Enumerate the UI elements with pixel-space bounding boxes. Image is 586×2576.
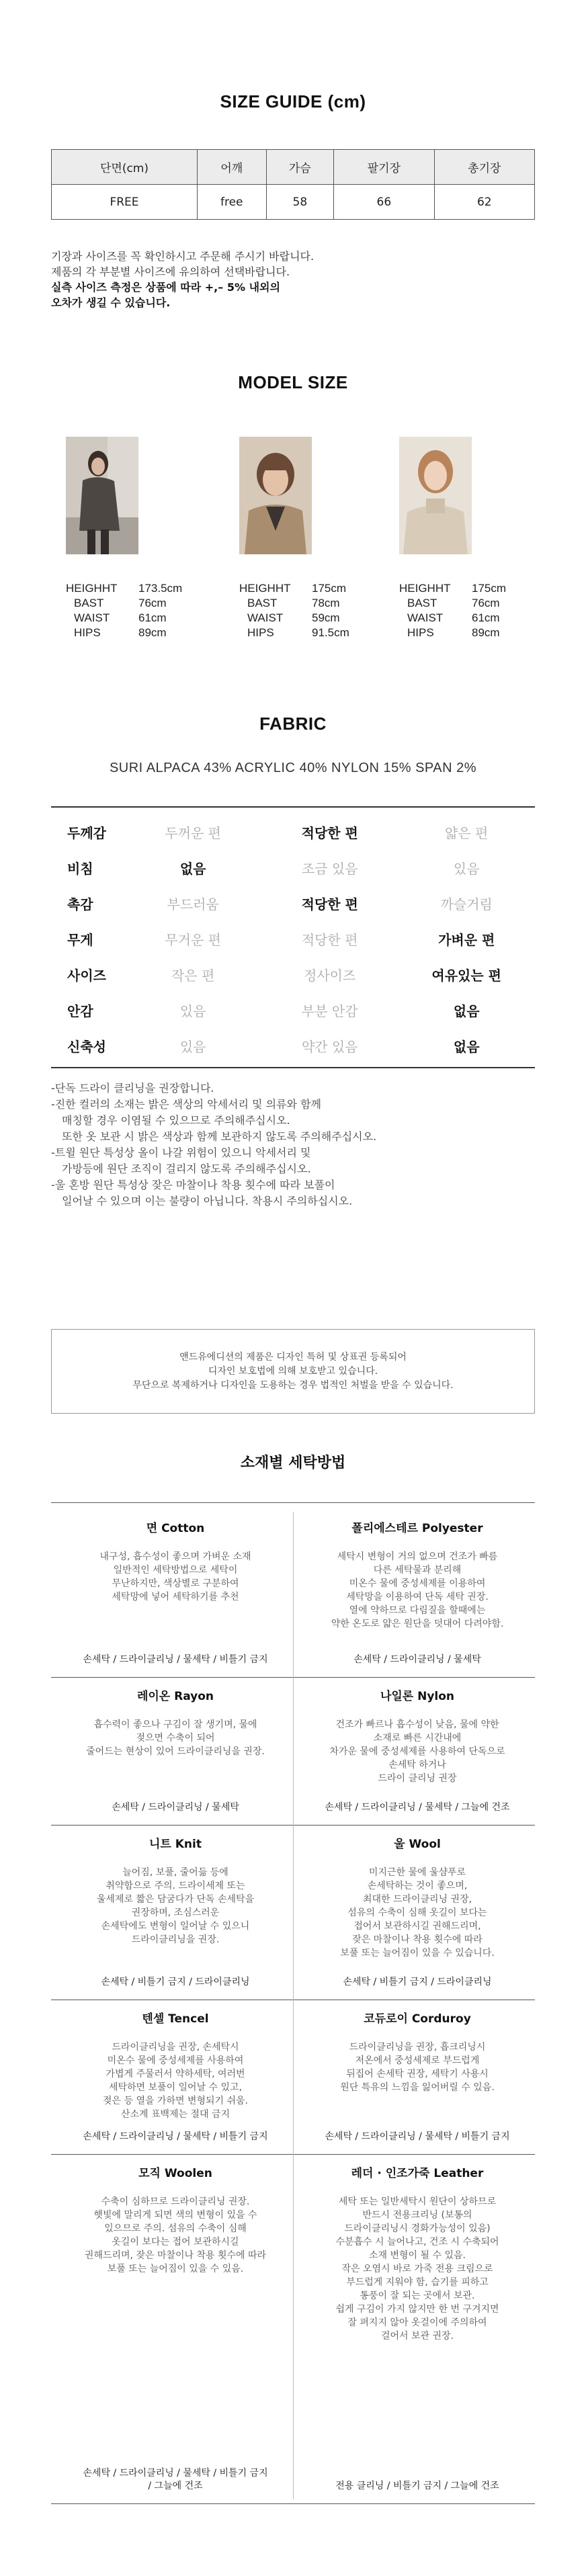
wash-card-desc (300, 1866, 535, 1960)
fabric-option: 정사이즈 (304, 967, 356, 984)
stat-value: 61cm (472, 611, 500, 624)
fabric-option: 있음 (453, 860, 480, 877)
wash-desc-line: 잦은 마찰이나 착용 횟수에 따라 (352, 1934, 483, 1945)
wash-card-methods (65, 2131, 286, 2143)
fabric-row-label: 촉감 (67, 896, 93, 912)
wash-desc-line: 권장하며, 조심스러운 (131, 1907, 220, 1918)
size-note-line: 제품의 각 부분별 사이즈에 유의하여 선택바랍니다. (51, 265, 290, 278)
copyright-line: 무단으로 복제하거나 디자인을 도용하는 경우 법적인 처벌을 받을 수 있습니다. (132, 1379, 454, 1391)
stat-value: 61cm (138, 611, 167, 624)
wash-desc-line: 뒤집어 손세탁 권장, 세탁기 사용시 (346, 2069, 489, 2079)
wash-method-line: / 그늘에 건조 (148, 2481, 203, 2491)
wash-card-title: 니트 Knit (149, 1838, 202, 1851)
copyright-line: 디자인 보호법에 의해 보호받고 있습니다. (208, 1365, 378, 1377)
stat-label: WAIST (74, 611, 110, 624)
wash-desc-line: 옷길이 보다는 접어 보관하시길 (112, 2237, 239, 2247)
fabric-table-top-border (51, 806, 535, 808)
fabric-option-selected: 없음 (453, 1038, 480, 1055)
wash-card-title: 모직 Woolen (138, 2167, 212, 2180)
stat-value: 173.5cm (138, 582, 183, 595)
wash-guide-title: 소재별 세탁방법 (240, 1455, 346, 1471)
stat-value: 91.5cm (312, 626, 349, 639)
wash-desc-line: 수축이 심하므로 드라이클리닝 권장. (101, 2196, 250, 2207)
wash-desc-line: 젖은 등 열을 가하면 변형되기 쉬움. (102, 2096, 249, 2106)
wash-card-methods (65, 1801, 286, 1814)
wash-card-title: 면 Cotton (146, 1522, 205, 1535)
size-table-header (52, 150, 535, 185)
fabric-row (51, 814, 535, 849)
stat-label: BAST (74, 597, 104, 609)
care-note-line: -트윌 원단 특성상 올이 나갈 위험이 있으니 악세서리 및 (51, 1146, 311, 1159)
wash-desc-line: 세탁시 변형이 거의 없으며 건조가 빠름 (337, 1551, 498, 1562)
wash-desc-line: 세탁하면 보풀이 일어날 수 있고, (108, 2082, 243, 2093)
wash-desc-line: 손세탁하는 것이 좋으며, (367, 1881, 468, 1891)
size-table-row (52, 185, 535, 220)
wash-card (300, 2163, 535, 2493)
size-cell: 62 (434, 185, 534, 220)
wash-desc-line: 권해드리며, 잦은 마찰이나 착용 횟수에 따라 (84, 2250, 267, 2261)
size-header-cell: 팔기장 (334, 150, 434, 185)
model-size-title: MODEL SIZE (238, 372, 348, 392)
fabric-option-selected: 적당한 편 (301, 824, 358, 841)
wash-desc-line: 잘 펴지지 않아 옷걸이에 주의하여 (347, 2317, 487, 2328)
fabric-row-label: 두께감 (67, 824, 106, 841)
care-note-line: -진한 컬러의 소재는 밝은 색상의 악세서리 및 의류와 함께 (51, 1098, 321, 1111)
care-note-line: -울 혼방 원단 특성상 잦은 마찰이나 착용 횟수에 따라 보풀이 (51, 1178, 335, 1191)
wash-card-title: 폴리에스테르 Polyester (351, 1522, 483, 1535)
wash-desc-line: 있으므로 주의. 섬유의 수축이 심해 (104, 2223, 247, 2234)
model-card (239, 437, 374, 640)
wash-method-line: 손세탁 / 드라이클리닝 / 물세탁 / 그늘에 건조 (325, 1802, 510, 1813)
size-cell: FREE (52, 185, 198, 220)
wash-desc-line: 세탁망을 이용하여 단독 세탁 권장. (346, 1592, 489, 1602)
stat-label: WAIST (407, 611, 444, 624)
fabric-option: 부드러움 (167, 896, 219, 912)
wash-card (58, 2163, 293, 2493)
wash-card-desc (300, 2041, 535, 2094)
size-header-cell: 단면(cm) (52, 150, 198, 185)
fabric-row (51, 957, 535, 992)
stat-label: WAIST (247, 611, 284, 624)
wash-desc-line: 다른 세탁물과 분리해 (373, 1565, 462, 1576)
size-header-cell: 어깨 (197, 150, 266, 185)
wash-card-desc (300, 1718, 535, 1785)
wash-card (300, 1834, 535, 1989)
size-header-cell: 가슴 (266, 150, 334, 185)
wash-desc-line: 취약함으로 주의. 드라이세제 또는 (106, 1881, 245, 1891)
wash-method-line: 손세탁 / 드라이클리닝 / 물세탁 / 비틀기 금지 (325, 2131, 510, 2142)
fabric-row (51, 886, 535, 920)
size-note-line: 기장과 사이즈를 꼭 확인하시고 주문해 주시기 바랍니다. (51, 250, 315, 263)
wash-desc-line: 건조가 빠르나 흡수성이 낮음, 물에 약한 (335, 1719, 499, 1730)
wash-card-title: 코듀로이 Corduroy (364, 2012, 471, 2026)
size-cell: 58 (266, 185, 334, 220)
wash-desc-line: 젖으면 수축이 되어 (136, 1733, 215, 1744)
wash-desc-line: 통풍이 잘 되는 곳에서 보관. (360, 2290, 475, 2301)
stat-label: BAST (247, 597, 278, 609)
wash-card-methods (65, 1654, 286, 1666)
fabric-option: 까슬거림 (440, 896, 493, 912)
wash-method-line: 손세탁 / 비틀기 금지 / 드라이클리닝 (101, 1977, 250, 1987)
wash-divider (51, 2503, 535, 2504)
wash-method-line: 손세탁 / 드라이클리닝 / 물세탁 (353, 1654, 481, 1665)
wash-desc-line: 약한 온도로 얇은 원단을 덧대어 다려야함. (331, 1619, 504, 1629)
wash-desc-line: 늘어짐, 보풀, 줄어듦 등에 (122, 1867, 228, 1878)
wash-card-methods (306, 2480, 528, 2493)
care-note-line: 일어날 수 있으며 이는 불량이 아닙니다. 착용시 주의하십시오. (62, 1195, 353, 1207)
wash-card-methods (65, 2467, 286, 2493)
wash-card-methods (65, 1976, 286, 1989)
fabric-option: 두꺼운 편 (165, 824, 221, 841)
wash-desc-line: 걸어서 보관 권장. (380, 2331, 454, 2342)
wash-desc-line: 드라이클리닝을 권장. (131, 1934, 220, 1945)
model-stats (239, 581, 374, 640)
fabric-option: 부분 안감 (301, 1002, 358, 1019)
wash-card-title: 레더 · 인조가죽 Leather (351, 2167, 484, 2180)
fabric-table-bottom-border (51, 1067, 535, 1068)
copyright-notice (51, 1329, 535, 1414)
wash-desc-line: 미온수 물에 중성세제를 이용하여 (349, 1578, 486, 1589)
fabric-row-label: 무게 (67, 931, 93, 948)
fabric-option: 약간 있음 (301, 1038, 358, 1055)
wash-desc-line: 세탁망에 넣어 세탁하기를 추천 (112, 1592, 239, 1602)
wash-divider (51, 1502, 535, 1503)
fabric-option: 얇은 편 (445, 824, 489, 841)
fabric-option: 작은 편 (171, 967, 215, 984)
fabric-row-label: 사이즈 (67, 967, 106, 984)
care-note-line: 매칭할 경우 이염될 수 있으므로 주의해주십시오. (62, 1114, 290, 1127)
wash-card-desc (58, 1550, 293, 1604)
model-stats (66, 581, 200, 640)
wash-card-desc (58, 1866, 293, 1946)
wash-desc-line: 흡수력이 좋으나 구김이 잘 생기며, 물에 (93, 1719, 257, 1730)
size-note-bold: 실측 사이즈 측정은 상품에 따라 +,– 5% 내외의 (51, 281, 280, 294)
model-photo (399, 437, 472, 554)
size-guide-title: SIZE GUIDE (cm) (220, 91, 366, 112)
model-card (399, 437, 534, 640)
wash-method-line: 전용 클리닝 / 비틀기 금지 / 그늘에 건조 (335, 2481, 499, 2491)
copyright-line: 앤드유에디션의 제품은 디자인 특허 및 상표권 등록되어 (179, 1351, 407, 1363)
size-notes (51, 249, 535, 310)
stat-value: 175cm (312, 582, 347, 595)
wash-desc-line: 산소계 표백제는 절대 금지 (120, 2109, 231, 2120)
stat-label: HEIGHHT (239, 582, 291, 595)
wash-card-desc (300, 1550, 535, 1631)
fabric-option: 있음 (179, 1002, 206, 1019)
wash-card-desc (58, 1718, 293, 1758)
wash-method-line: 손세탁 / 비틀기 금지 / 드라이클리닝 (343, 1977, 492, 1987)
wash-card (58, 1686, 293, 1814)
wash-card (300, 1686, 535, 1814)
wash-desc-line: 가볍게 주물러서 약하세탁, 여러번 (106, 2069, 245, 2079)
model-stats (399, 581, 534, 640)
stat-label: HEIGHHT (66, 582, 118, 595)
wash-desc-line: 무난하지만, 색상별로 구분하여 (112, 1578, 239, 1589)
wash-desc-line: 햇빛에 말리게 되면 색의 변형이 있을 수 (93, 2210, 257, 2221)
wash-desc-line: 손세탁 하거나 (388, 1760, 446, 1770)
fabric-row-label: 안감 (67, 1002, 93, 1019)
wash-desc-line: 반드시 전용크리닝 (보통의 (362, 2210, 472, 2221)
stat-label: HEIGHHT (399, 582, 451, 595)
wash-card-methods (306, 1801, 528, 1814)
wash-desc-line: 접어서 보관하시길 권해드리며, (353, 1921, 481, 1932)
care-note-line: 가방등에 원단 조직이 걸리지 않도록 주의해주십시오. (62, 1162, 311, 1175)
wash-desc-line: 열에 약하므로 다림질을 할때에는 (349, 1605, 486, 1616)
wash-card (58, 1834, 293, 1989)
model-photo (66, 437, 138, 554)
wash-method-line: 손세탁 / 드라이클리닝 / 물세탁 / 비틀기 금지 (83, 2131, 268, 2142)
wash-method-line: 손세탁 / 드라이클리닝 / 물세탁 / 비틀기 금지 (83, 1654, 268, 1665)
model-photo (239, 437, 312, 554)
wash-desc-line: 내구성, 흡수성이 좋으며 가벼운 소재 (99, 1551, 251, 1562)
size-cell: 66 (334, 185, 434, 220)
care-note-line: -단독 드라이 클리닝을 권장합니다. (51, 1082, 214, 1094)
wash-desc-line: 보풀 또는 늘어짐이 있을 수 있음. (107, 2264, 244, 2274)
stat-label: HIPS (74, 626, 101, 639)
wash-card (300, 1518, 535, 1666)
wash-desc-line: 부드럽게 지워야 함, 습기를 피하고 (346, 2277, 489, 2288)
care-note-line: 또한 옷 보관 시 밝은 색상과 함께 보관하지 않도록 주의해주십시오. (62, 1130, 377, 1143)
fabric-row (51, 850, 535, 885)
wash-desc-line: 원단 특유의 느낌을 잃어버릴 수 있음. (340, 2082, 495, 2093)
size-table (51, 149, 535, 220)
wash-desc-line: 최대한 드라이클리닝 권장, (362, 1894, 472, 1905)
wash-column-divider (293, 1512, 294, 2499)
wash-card-title: 나일론 Nylon (380, 1690, 455, 1703)
wash-desc-line: 일반적인 세탁방법으로 세탁이 (113, 1565, 238, 1576)
wash-card-title: 레이온 Rayon (136, 1690, 214, 1703)
wash-desc-line: 소재로 빠른 시간내에 (373, 1733, 462, 1744)
size-header-cell: 총기장 (434, 150, 534, 185)
stat-value: 76cm (472, 597, 500, 609)
fabric-option-selected: 여유있는 편 (431, 967, 501, 984)
fabric-option-selected: 적당한 편 (301, 896, 358, 912)
fabric-composition: SURI ALPACA 43% ACRYLIC 40% NYLON 15% SPAN 2% (109, 761, 477, 775)
wash-desc-line: 쉽게 구김이 가지 않지만 한 번 구겨지면 (335, 2304, 499, 2315)
wash-card-desc (58, 2041, 293, 2121)
wash-desc-line: 세탁 또는 일반세탁시 원단이 상하므로 (338, 2196, 497, 2207)
fabric-option: 조금 있음 (301, 860, 358, 877)
fabric-option-selected: 없음 (453, 1002, 480, 1019)
wash-card (58, 2009, 293, 2143)
wash-card-methods (306, 1654, 528, 1666)
care-notes (51, 1080, 535, 1209)
wash-desc-line: 보풀 또는 늘어짐이 있을 수 있습니다. (340, 1948, 495, 1959)
wash-card (58, 1518, 293, 1666)
fabric-row-label: 신축성 (67, 1038, 106, 1055)
fabric-option: 무거운 편 (165, 931, 221, 948)
fabric-row-label: 비침 (67, 860, 93, 877)
wash-card-methods (306, 2131, 528, 2143)
fabric-row (51, 921, 535, 956)
wash-card (300, 2009, 535, 2143)
size-note-bold: 오차가 생길 수 있습니다. (51, 296, 171, 309)
wash-desc-line: 드라이 클리닝 권장 (378, 1773, 457, 1784)
fabric-option-selected: 없음 (179, 860, 206, 877)
wash-card-desc (300, 2195, 535, 2343)
wash-desc-line: 차가운 물에 중성세제를 사용하여 단독으로 (329, 1746, 505, 1757)
size-cell: free (197, 185, 266, 220)
wash-card-methods (306, 1976, 528, 1989)
wash-desc-line: 소재 변형이 될 수 있음. (369, 2250, 466, 2261)
wash-desc-line: 미온수 물에 중성세제를 사용하여 (107, 2055, 244, 2066)
model-card (66, 437, 200, 640)
wash-desc-line: 저온에서 중성세제로 부드럽게 (355, 2055, 480, 2066)
stat-value: 89cm (138, 626, 167, 639)
stat-value: 175cm (472, 582, 507, 595)
wash-desc-line: 울세제로 짧은 담굼다가 단독 손세탁을 (96, 1894, 255, 1905)
fabric-option: 적당한 편 (301, 931, 358, 948)
fabric-row (51, 1028, 535, 1063)
wash-method-line: 손세탁 / 드라이클리닝 / 물세탁 / 비틀기 금지 (83, 2468, 268, 2479)
wash-card-title: 울 Wool (394, 1838, 441, 1851)
wash-desc-line: 손세탁에도 변형이 일어날 수 있으니 (101, 1921, 250, 1932)
fabric-row (51, 992, 535, 1027)
wash-desc-line: 작은 오염시 바로 가죽 전용 크림으로 (341, 2264, 493, 2274)
stat-value: 76cm (138, 597, 167, 609)
stat-label: BAST (407, 597, 437, 609)
fabric-option-selected: 가벼운 편 (438, 931, 495, 948)
wash-desc-line: 줄어드는 현상이 있어 드라이클리닝을 권장. (86, 1746, 265, 1757)
wash-desc-line: 미지근한 물에 울샴푸로 (368, 1867, 466, 1878)
stat-label: HIPS (407, 626, 434, 639)
wash-method-line: 손세탁 / 드라이클리닝 / 물세탁 (112, 1802, 239, 1813)
fabric-title: FABRIC (259, 714, 327, 734)
wash-desc-line: 드라이클리닝을 권장, 흡크리닝시 (349, 2042, 486, 2053)
wash-desc-line: 드라이클리닝시 경화가능성이 있음) (344, 2223, 491, 2234)
stat-value: 89cm (472, 626, 500, 639)
stat-value: 78cm (312, 597, 340, 609)
stat-value: 59cm (312, 611, 340, 624)
fabric-option: 있음 (179, 1038, 206, 1055)
stat-label: HIPS (247, 626, 274, 639)
wash-card-desc (58, 2195, 293, 2276)
wash-card-title: 텐셀 Tencel (142, 2012, 209, 2026)
wash-desc-line: 드라이클리닝을 권장, 손세탁시 (112, 2042, 239, 2053)
wash-desc-line: 섬유의 수축이 심해 옷길이 보다는 (347, 1907, 487, 1918)
wash-desc-line: 수분흡수 시 늘어나고, 건조 시 수축되어 (335, 2237, 499, 2247)
